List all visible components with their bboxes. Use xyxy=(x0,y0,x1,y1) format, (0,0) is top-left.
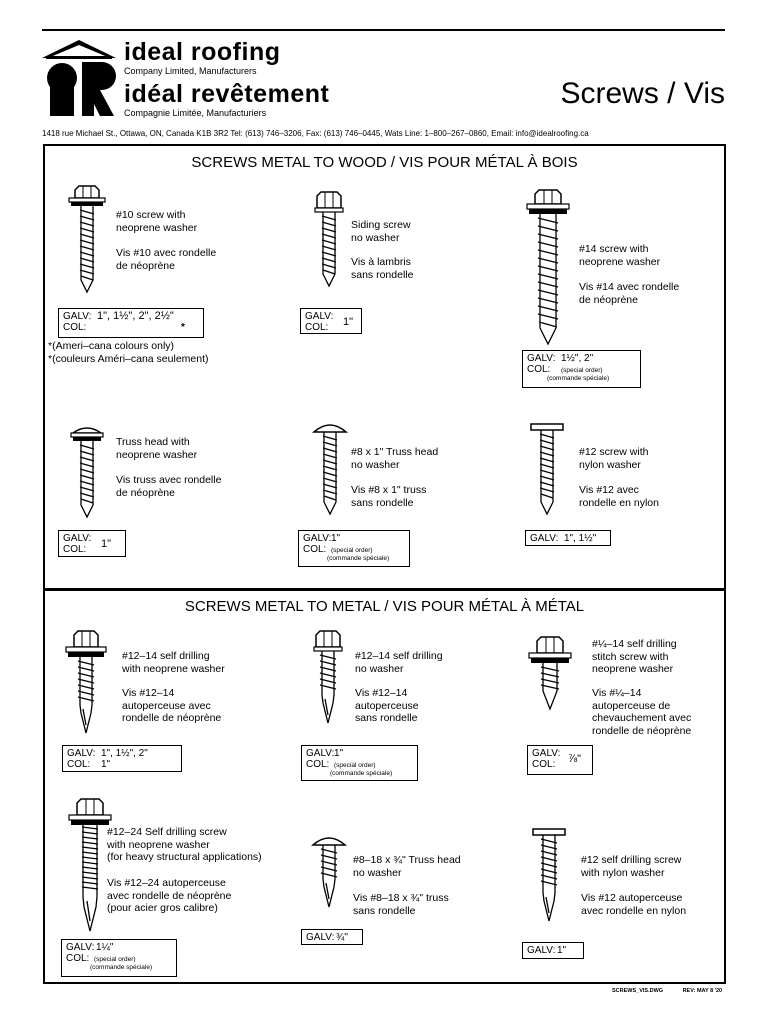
company-address: 1418 rue Michael St., Ottawa, ON, Canada K1B 3R2 Tel: (613) 746–3206, Fax: (613) 746–0445, Wats Line: 1–800–267–0860, Email: info@idealroofing.ca xyxy=(42,129,589,138)
col-value: (special order) xyxy=(331,547,373,554)
desc-en-12-14-no-washer: #12–14 self drilling no washer xyxy=(355,650,443,675)
screw-icon xyxy=(309,190,349,290)
section-title-metal: SCREWS METAL TO METAL / VIS POUR MÉTAL À MÉTAL xyxy=(184,598,585,615)
galv-value: 1" xyxy=(331,533,341,544)
desc-fr-8-18-truss: Vis #8–18 x ¾" truss sans rondelle xyxy=(353,892,449,917)
screw-icon xyxy=(65,797,115,937)
col-label: COL: xyxy=(306,759,330,770)
col-label: COL: xyxy=(305,322,329,333)
galv-label: GALV: xyxy=(63,311,92,322)
screw-icon xyxy=(523,188,573,348)
desc-fr-12-self-nylon: Vis #12 autoperceuse avec rondelle en nylon xyxy=(581,892,687,917)
col-value-fr: (commande spéciale) xyxy=(90,964,153,971)
col-label: COL: xyxy=(303,544,327,555)
company-name-fr: idéal revêtement xyxy=(124,80,330,108)
footer-revision: REV: MAY 8 '20 xyxy=(682,988,723,994)
col-label: COL: xyxy=(63,322,87,333)
col-value-fr: (commande spéciale) xyxy=(547,375,610,382)
spec-box-quarter-14-stitch xyxy=(527,745,593,775)
col-value-fr: (commande spéciale) xyxy=(327,555,390,562)
galv-value: 1½", 2" xyxy=(561,353,594,364)
desc-fr-12-24-structural: Vis #12–24 autoperceuse avec rondelle de néoprène (pour acier gros calibre) xyxy=(107,877,232,914)
footer-filename: SCREWS_VIS.DWG xyxy=(612,988,664,994)
desc-en-12-nylon: #12 screw with nylon washer xyxy=(579,446,649,471)
company-subtitle-en: Company Limited, Manufacturers xyxy=(124,66,257,76)
desc-fr-12-14-no-washer: Vis #12–14 autoperceuse sans rondelle xyxy=(355,687,419,724)
top-rule xyxy=(42,29,725,31)
spec-box-12-14-no-washer xyxy=(301,745,418,781)
desc-en-quarter-14-stitch: #¼–14 self drilling stitch screw with neoprene washer xyxy=(592,638,677,675)
desc-fr-siding-screw: Vis à lambris sans rondelle xyxy=(351,256,414,281)
col-label: COL: xyxy=(63,544,87,555)
spec-box-8-18-truss xyxy=(301,929,363,945)
galv-value: 1" xyxy=(101,538,112,550)
desc-fr-12-nylon: Vis #12 avec rondelle en nylon xyxy=(579,484,659,509)
col-value-fr: (commande spéciale) xyxy=(330,770,393,777)
desc-fr-truss-neoprene: Vis truss avec rondelle de néoprène xyxy=(116,474,222,499)
col-label: COL: xyxy=(532,759,556,770)
desc-fr-12-14-neoprene: Vis #12–14 autoperceuse avec rondelle de néoprène xyxy=(122,687,222,724)
section-title-wood: SCREWS METAL TO WOOD / VIS POUR MÉTAL À BOIS xyxy=(191,154,578,171)
screw-icon xyxy=(308,629,348,729)
ideal-roofing-logo-icon xyxy=(40,38,118,118)
galv-value: 1", 1½" xyxy=(564,533,597,544)
galv-label: GALV: xyxy=(530,533,559,544)
desc-en-12-24-structural: #12–24 Self drilling screw with neoprene washer (for heavy structural applications) xyxy=(107,826,262,863)
col-label: COL: xyxy=(527,364,551,375)
screw-icon xyxy=(525,635,575,715)
galv-label: GALV: xyxy=(532,748,561,759)
galv-label: GALV: xyxy=(527,945,556,956)
galv-label: GALV: xyxy=(306,932,335,943)
col-value: (special order) xyxy=(334,762,376,769)
spec-box-12-14-neoprene xyxy=(62,745,182,772)
desc-fr-10-screw: Vis #10 avec rondelle de néoprène xyxy=(116,247,217,272)
spec-box-10-screw xyxy=(58,308,204,338)
galv-label: GALV: xyxy=(67,748,96,759)
galv-value: 1" xyxy=(343,316,354,328)
galv-value: 1", 1½", 2" xyxy=(101,748,148,759)
desc-en-10-screw: #10 screw with neoprene washer xyxy=(116,209,198,234)
page-title: Screws / Vis xyxy=(560,77,725,110)
desc-en-12-self-nylon: #12 self drilling screw with nylon washer xyxy=(581,854,682,879)
galv-value: ⅞" xyxy=(568,753,582,765)
galv-label: GALV: xyxy=(66,942,95,953)
desc-en-8-18-truss: #8–18 x ¾" Truss head no washer xyxy=(353,854,461,879)
desc-en-truss-neoprene: Truss head with neoprene washer xyxy=(116,436,198,461)
asterisk-marker: * xyxy=(181,322,185,333)
note-en: *(Ameri–cana colours only) xyxy=(48,340,175,352)
screw-icon xyxy=(63,629,109,739)
desc-fr-8-truss: Vis #8 x 1" truss sans rondelle xyxy=(351,484,427,509)
spec-box-siding-screw xyxy=(300,308,362,334)
galv-label: GALV: xyxy=(303,533,332,544)
galv-value: 1" xyxy=(334,748,344,759)
desc-en-12-14-neoprene: #12–14 self drilling with neoprene washer xyxy=(122,650,225,675)
spec-box-12-24-structural xyxy=(61,939,177,977)
spec-box-truss-neoprene xyxy=(58,530,126,557)
desc-en-8-truss: #8 x 1" Truss head no washer xyxy=(351,446,439,471)
screw-icon xyxy=(65,184,109,294)
spec-box-12-self-nylon xyxy=(522,942,584,959)
galv-label: GALV: xyxy=(306,748,335,759)
desc-en-siding-screw: Siding screw no washer xyxy=(351,219,411,244)
spec-box-12-nylon xyxy=(525,530,611,546)
galv-value: 1" xyxy=(557,945,567,956)
col-value: (special order) xyxy=(94,956,136,963)
desc-fr-quarter-14-stitch: Vis #¼–14 autoperceuse de chevauchement avec rondelle de néoprène xyxy=(592,687,692,737)
spec-box-14-screw xyxy=(522,350,641,388)
galv-label: GALV: xyxy=(527,353,556,364)
galv-label: GALV: xyxy=(63,533,92,544)
desc-en-14-screw: #14 screw with neoprene washer xyxy=(579,243,661,268)
galv-value: 1¼" xyxy=(96,942,114,953)
col-value: (special order) xyxy=(561,367,603,374)
col-value: 1" xyxy=(101,759,111,770)
section-metal-to-wood xyxy=(43,144,726,590)
company-subtitle-fr: Compagnie Limitée, Manufacturiers xyxy=(124,108,267,118)
screw-icon xyxy=(309,831,349,911)
galv-value: 1", 1½", 2", 2½" xyxy=(97,310,174,322)
desc-fr-14-screw: Vis #14 avec rondelle de néoprène xyxy=(579,281,680,306)
screw-icon xyxy=(527,422,567,522)
screw-icon xyxy=(310,418,350,518)
footer-file-rev xyxy=(612,988,722,995)
screw-icon xyxy=(529,827,569,927)
col-label: COL: xyxy=(66,953,90,964)
note-fr: *(couleurs Améri–cana seulement) xyxy=(48,353,209,365)
section-metal-to-metal xyxy=(43,589,726,984)
screw-icon xyxy=(67,423,107,523)
galv-value: ¾" xyxy=(336,932,348,943)
company-name-en: ideal roofing xyxy=(124,38,281,66)
galv-label: GALV: xyxy=(305,311,334,322)
col-label: COL: xyxy=(67,759,91,770)
spec-box-8-truss xyxy=(298,530,410,567)
